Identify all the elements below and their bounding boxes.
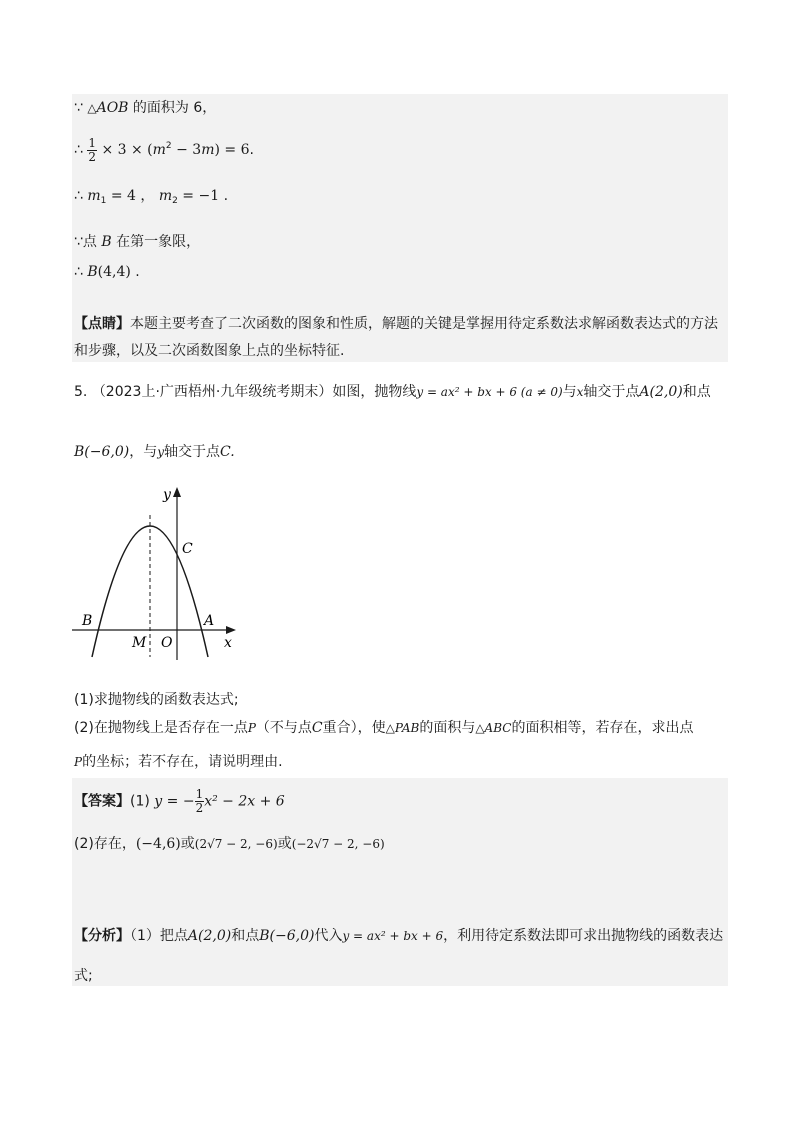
stem-point-a: A(2,0) [639,384,683,400]
stem-text-1: 如图，抛物线 [332,384,417,400]
answer-2-or-1: 或 [180,836,195,852]
stem-text-5: ，与 [129,444,158,460]
solution-line-2: ∴ $\frac{1}{2}$ × $3 \times (m^2 - 3m) = 6$. [74,135,254,164]
fraction-half: $\frac{1}{2}$ [88,135,96,164]
answer-1-prefix: (1) [130,793,150,810]
comment-line-2 [74,341,344,361]
question-2-line-2 [74,752,283,772]
question-2-c: C [311,720,323,736]
label-m: M [132,635,147,651]
stem-text-3: 轴交于点 [583,384,640,400]
question-2-text-6: 的坐标；若不存在，请说明理由. [82,754,283,770]
analysis-text-5: 式; [74,968,93,984]
answer-1-rhs: x² − 2x + 6 [204,793,285,810]
question-2-abc: △ABC [475,721,512,735]
question-1-text: (1)求抛物线的函数表达式; [74,692,239,708]
parabola-figure [70,485,250,665]
question-2-p: P [247,721,256,735]
problem-stem-line-2 [74,442,235,462]
analysis-text-2: 和点 [231,928,260,944]
comment-line-1 [74,314,718,334]
question-2-pab: △PAB [385,721,420,735]
answer-label: 【答案】 [74,793,130,810]
question-1 [74,690,239,710]
answer-1-lhs: y = − [154,793,195,810]
label-b: B [82,613,93,629]
answer-2-point-2: (2√7 − 2, −6) [194,837,278,851]
question-2-p2: P [74,755,83,769]
comment-label: 【点睛】 [74,316,130,332]
label-a: A [204,613,215,629]
comment-text-1: 本题主要考查了二次函数的图象和性质，解题的关键是掌握用待定系数法求解函数表达式的方法 [130,316,718,332]
stem-x: x [576,385,584,399]
analysis-label: 【分析】 [74,928,130,944]
label-c: C [182,541,193,557]
stem-text-6: 轴交于点 [164,444,220,460]
solution-line-3: ∴ $m_1 = 4$ ， $m_2 = -1$ . [74,188,229,206]
analysis-line-1 [74,926,723,946]
x-axis-arrow-icon [226,626,236,634]
answer-line-2 [74,834,385,854]
label-o: O [161,635,173,651]
comment-text-2: 和步骤，以及二次函数图象上点的坐标特征. [74,343,345,359]
analysis-line-2 [74,966,93,986]
analysis-equation: y = ax² + bx + 6 [342,929,444,943]
stem-point-b: B(−6,0) [74,444,130,460]
solution-line-4: ∵点 B 在第一象限， [74,234,201,250]
question-2-text-4: 的面积与 [419,720,476,736]
solution-line-1: ∵ △AOB 的面积为 6， [74,100,217,116]
label-x: x [224,635,232,651]
stem-equation: y = ax² + bx + 6 (a ≠ 0) [416,385,563,399]
stem-point-c: C. [220,444,235,460]
question-2-text-1: (2)在抛物线上是否存在一点 [74,720,248,736]
answer-2-prefix: (2)存在， [74,836,136,852]
problem-stem-line-1 [74,382,711,402]
question-2-line-1 [74,718,693,738]
stem-text-2: 与 [562,384,577,400]
answer-line-1 [74,788,285,815]
analysis-point-b: B(−6,0) [259,928,315,944]
stem-text-4: 和点 [682,384,711,400]
analysis-point-a: A(2,0) [187,928,232,944]
answer-2-point-1: (−4,6) [135,836,181,852]
y-axis-arrow-icon [173,487,181,497]
problem-source: （2023上·广西梧州·九年级统考期末） [91,384,333,400]
problem-number: 5. [74,384,88,400]
answer-2-point-3: (−2√7 − 2, −6) [291,837,385,851]
question-2-text-2: （不与点 [255,720,312,736]
analysis-text-3: 代入 [314,928,343,944]
answer-2-or-2: 或 [277,836,292,852]
question-2-text-3: 重合），使 [322,720,386,736]
question-2-text-5: 的面积相等，若存在，求出点 [511,720,694,736]
solution-line-5: ∴ B(4,4) . [74,264,140,280]
stem-y: y [157,445,164,459]
analysis-text-1: （1）把点 [130,928,188,944]
label-y: y [163,487,171,503]
fraction-half-answer: $\frac{1}{2}$ [195,787,204,815]
analysis-text-4: ，利用待定系数法即可求出抛物线的函数表达 [443,928,724,944]
